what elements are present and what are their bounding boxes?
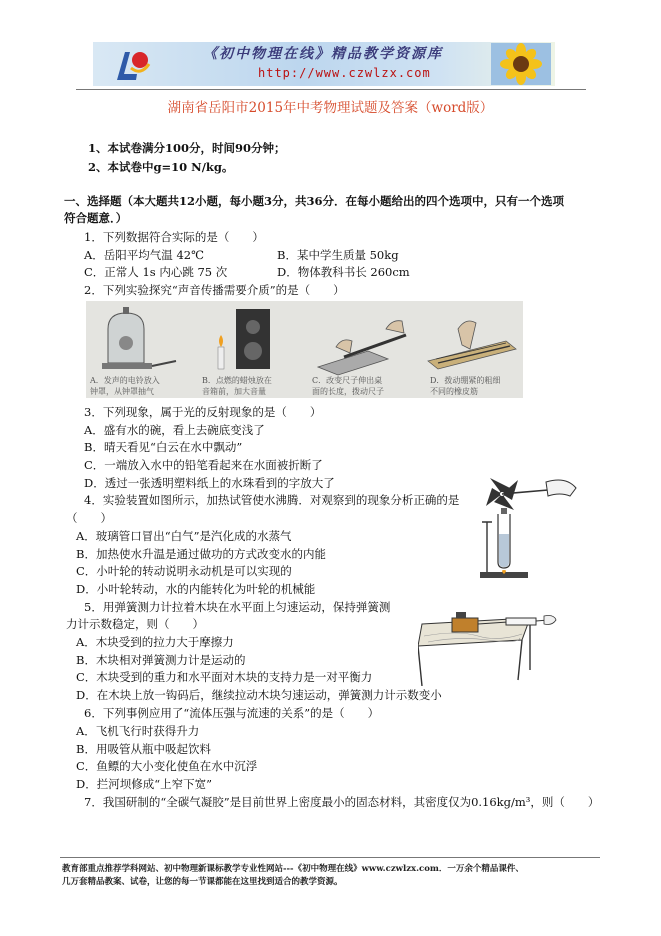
q5-stem: 5．用弹簧测力计拉着木块在水平面上匀速运动，保持弹簧测 (84, 600, 391, 614)
q4-stem: 4．实验装置如图所示，加热试管使水沸腾．对观察到的现象分析正确的是 (84, 493, 460, 507)
q6-option-b: B．用吸管从瓶中吸起饮料 (76, 742, 211, 756)
q6-option-a: A．飞机飞行时获得升力 (76, 724, 200, 738)
q1-option-c: C．正常人 1s 内心跳 75 次 (84, 265, 228, 279)
q6-option-d: D．拦河坝修成“上窄下宽” (76, 777, 212, 791)
q2-stem: 2．下列实验探究“声音传播需要介质”的是（ ） (84, 283, 345, 297)
q4-option-d: D．小叶轮转动，水的内能转化为叶轮的机械能 (76, 582, 316, 596)
footer-divider (60, 857, 600, 858)
note-2: 2、本试卷中g=10 N/kg。 (88, 160, 234, 174)
q2-figure (86, 301, 523, 398)
wood-block-icon (452, 612, 478, 632)
q5-stem-cont: 力计示数稳定，则（ ） (66, 617, 204, 631)
q2-caption-b1: B．点燃的蜡烛放在 (202, 376, 272, 385)
footer-line-2: 几万套精品教案、试卷，让您的每一节课都能在这里找到适合的教学资源。 (62, 877, 343, 887)
sunflower-icon (491, 43, 551, 85)
q3-stem: 3．下列现象，属于光的反射现象的是（ ） (84, 405, 322, 419)
q6-stem: 6．下列事例应用了“流体压强与流速的关系”的是（ ） (84, 706, 380, 720)
footer-line-1: 教育部重点推荐学科网站、初中物理新课标教学专业性网站---《初中物理在线》www.czwlzx.com．一万余个精品课件、 (62, 864, 524, 874)
q5-option-a: A．木块受到的拉力大于摩擦力 (76, 635, 234, 649)
q5-option-c: C．木块受到的重力和水平面对木块的支持力是一对平衡力 (76, 670, 373, 684)
section-heading: 一、选择题（本大题共12小题，每小题3分，共36分．在每小题给出的四个选项中，只有一个选项 (64, 194, 565, 208)
banner-url[interactable]: http://www.czwlzx.com (258, 66, 431, 80)
document-title: 湖南省岳阳市2015年中考物理试题及答案（word版） (167, 100, 494, 116)
header-divider (76, 89, 586, 90)
site-logo-icon (113, 46, 151, 82)
header-banner (93, 42, 555, 86)
q5-option-d: D．在木块上放一钩码后，继续拉动木块匀速运动，弹簧测力计示数变小 (76, 688, 442, 702)
q1-option-b: B．某中学生质量 50kg (277, 248, 399, 262)
banner-title: 《初中物理在线》精品教学资源库 (203, 46, 443, 62)
q3-option-c: C．一端放入水中的铅笔看起来在水面被折断了 (84, 458, 323, 472)
q4-option-c: C．小叶轮的转动说明永动机是可以实现的 (76, 564, 292, 578)
q3-option-a: A．盛有水的碗，看上去碗底变浅了 (84, 423, 265, 437)
q6-option-c: C．鱼鳔的大小变化使鱼在水中沉浮 (76, 759, 258, 773)
section-heading-cont: 符合题意．） (64, 211, 128, 225)
q1-stem: 1．下列数据符合实际的是（ ） (84, 230, 264, 244)
q1-option-a: A．岳阳平均气温 42℃ (84, 248, 204, 262)
q4-option-b: B．加热使水升温是通过做功的方式改变水的内能 (76, 547, 326, 561)
q4-stem-cont: （ ） (66, 511, 112, 525)
q1-option-d: D．物体教科书长 260cm (277, 265, 410, 279)
q2-caption-d2: 不同的橡皮筋 (430, 387, 478, 396)
q7-stem: 7．我国研制的“全碳气凝胶”是目前世界上密度最小的固态材料，其密度仅为0.16kg/m³，则（ ） (84, 795, 600, 809)
note-1: 1、本试卷满分100分，时间90分钟； (88, 141, 286, 155)
q5-figure (418, 600, 558, 686)
q4-figure (470, 474, 580, 580)
q3-option-d: D．透过一张透明塑料纸上的水珠看到的字放大了 (84, 476, 335, 490)
q4-option-a: A．玻璃管口冒出“白气”是汽化成的水蒸气 (76, 529, 292, 543)
q2-caption-a2: 钟罩，从钟罩抽气 (90, 387, 154, 396)
q2-caption-c2: 面的长度，拨动尺子 (312, 387, 384, 396)
q2-caption-b2: 音箱前，加大音量 (202, 387, 266, 396)
q2-caption-c1: C．改变尺子伸出桌 (312, 376, 383, 385)
q2-caption-d1: D．拨动绷紧的粗细 (430, 376, 501, 385)
q3-option-b: B．晴天看见“白云在水中飘动” (84, 440, 243, 454)
q2-caption-a1: A．发声的电铃放入 (90, 376, 160, 385)
q5-option-b: B．木块相对弹簧测力计是运动的 (76, 653, 246, 667)
